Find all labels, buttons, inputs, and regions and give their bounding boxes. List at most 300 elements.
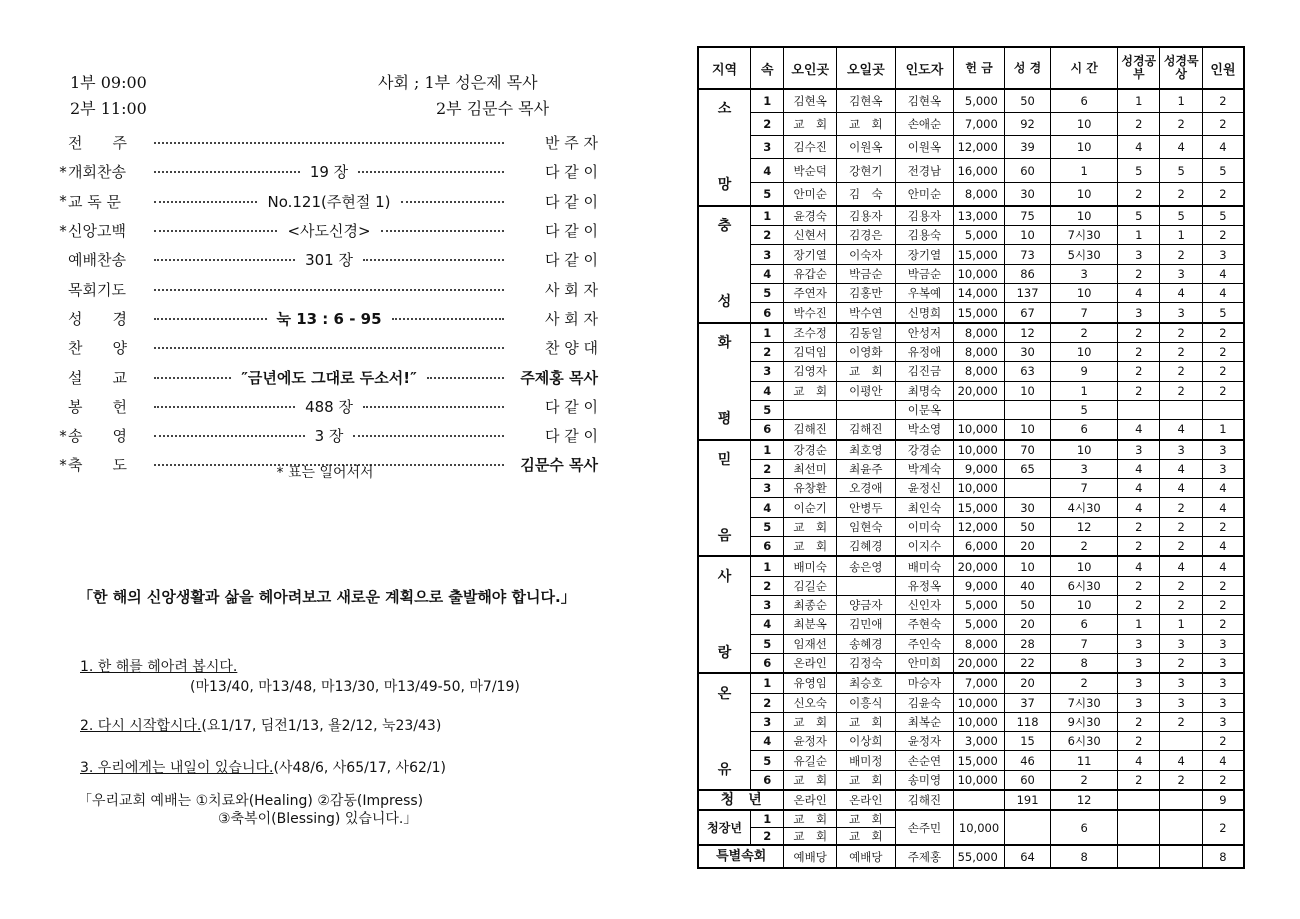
cell-count: 3 [1202, 245, 1244, 264]
cell-time: 12 [1051, 517, 1118, 536]
cell-oil: 김현옥 [836, 89, 895, 113]
cell-sok: 2 [751, 576, 784, 595]
cell-count: 1 [1202, 420, 1244, 440]
table-row [698, 459, 1244, 478]
cell-leader: 주제홍 [895, 845, 954, 868]
cell-oin: 김수진 [784, 136, 837, 159]
order-middle [148, 396, 510, 417]
cell-oil: 오경애 [836, 479, 895, 498]
order-star: * [59, 455, 67, 474]
cell-bible: 37 [1004, 693, 1051, 712]
order-responsible: 사 회 자 [544, 280, 598, 299]
cell-time: 10 [1051, 182, 1118, 206]
order-star: * [59, 221, 67, 240]
cell-study: 2 [1118, 517, 1160, 536]
order-middle [148, 220, 510, 241]
table-row [698, 159, 1244, 182]
order-name: 성 경 [68, 309, 127, 328]
order-row [58, 392, 598, 421]
cell-oin: 교 회 [784, 381, 837, 400]
cell-sok: 3 [751, 245, 784, 264]
cell-oin: 교 회 [784, 537, 837, 557]
cell-count [1202, 400, 1244, 419]
table-row [698, 245, 1244, 264]
order-name: 개회찬송 [68, 163, 126, 182]
table-row [698, 400, 1244, 419]
cell-offering: 9,000 [954, 459, 1005, 478]
cell-sok: 4 [751, 381, 784, 400]
cell-sok: 3 [751, 712, 784, 731]
table-row [698, 770, 1244, 790]
cell-meditation: 2 [1160, 323, 1202, 343]
cell-oin: 김현옥 [784, 89, 837, 113]
cell-offering: 9,000 [954, 576, 1005, 595]
dot-leader [154, 346, 504, 349]
cell-sok: 4 [751, 264, 784, 283]
dot-leader [154, 141, 504, 144]
cell-offering: 5,000 [954, 615, 1005, 634]
cell-sok: 5 [751, 400, 784, 419]
cell-study: 2 [1118, 362, 1160, 381]
table-row [698, 113, 1244, 136]
cell-study: 2 [1118, 732, 1160, 751]
point-2-title: 2. 다시 시작합시다. [80, 718, 202, 734]
cell-study: 3 [1118, 245, 1160, 264]
cell-time: 5 [1051, 400, 1118, 419]
cell-bible: 30 [1004, 343, 1051, 362]
order-name: 교 독 문 [68, 192, 122, 211]
order-responsible: 다 같 이 [544, 251, 598, 270]
cell-meditation: 2 [1160, 576, 1202, 595]
cell-sok: 6 [751, 420, 784, 440]
cell-oin: 김덕임 [784, 343, 837, 362]
cell-oil: 이상희 [836, 732, 895, 751]
cell-oin: 최분옥 [784, 615, 837, 634]
cell-oin: 박수진 [784, 303, 837, 323]
cell-sok: 3 [751, 362, 784, 381]
order-row [58, 304, 598, 333]
cell-count: 4 [1202, 556, 1244, 576]
cell-offering: 10,000 [954, 770, 1005, 790]
service-time-1: 1부 09:00 [70, 73, 147, 92]
dot-leader [154, 317, 267, 320]
order-row [58, 187, 598, 216]
cell-leader: 우복예 [895, 284, 954, 303]
cell-oil: 김동일 [836, 323, 895, 343]
order-name: 축 도 [68, 456, 127, 475]
order-detail: 눅 13 : 6 - 95 [276, 309, 382, 328]
cell-bible: 10 [1004, 556, 1051, 576]
cell-count: 5 [1202, 303, 1244, 323]
cell-time: 12 [1051, 790, 1118, 810]
region-name: 특별속회 [698, 845, 784, 868]
cell-count: 3 [1202, 712, 1244, 731]
cell-study: 2 [1118, 182, 1160, 206]
cell-leader: 박금순 [895, 264, 954, 283]
order-middle [148, 141, 510, 144]
order-name: 설 교 [68, 368, 127, 387]
cell-sok: 2 [751, 343, 784, 362]
order-detail: 301 장 [305, 251, 353, 270]
cell-sok: 1 [751, 440, 784, 460]
cell-offering: 10,000 [954, 712, 1005, 731]
cell-bible: 15 [1004, 732, 1051, 751]
region-name: 믿 음 [698, 440, 751, 557]
cell-oil: 교 회 [836, 362, 895, 381]
cell-bible: 60 [1004, 159, 1051, 182]
dot-leader [154, 258, 295, 261]
cell-offering: 10,000 [954, 810, 1005, 845]
cell-oin: 배미숙 [784, 556, 837, 576]
cell-bible: 65 [1004, 459, 1051, 478]
cell-sok: 6 [751, 537, 784, 557]
header-time: 시 간 [1051, 47, 1118, 89]
cell-oin: 신오숙 [784, 693, 837, 712]
cell-sok: 5 [751, 517, 784, 536]
cell-offering: 10,000 [954, 420, 1005, 440]
cell-bible: 137 [1004, 284, 1051, 303]
cell-sok: 4 [751, 159, 784, 182]
cell-leader: 김용숙 [895, 226, 954, 245]
cell-study: 2 [1118, 381, 1160, 400]
cell-meditation: 2 [1160, 770, 1202, 790]
cell-sok: 6 [751, 770, 784, 790]
cell-oil: 김해진 [836, 420, 895, 440]
cell-time: 7 [1051, 303, 1118, 323]
cell-oin: 교 회 [784, 113, 837, 136]
table-row [698, 673, 1244, 693]
table-row [698, 634, 1244, 653]
table-row [698, 206, 1244, 226]
cell-meditation: 2 [1160, 537, 1202, 557]
cell-time: 7시30 [1051, 226, 1118, 245]
cell-meditation: 4 [1160, 420, 1202, 440]
cell-oil: 교 회 [836, 770, 895, 790]
order-responsible: 반 주 자 [544, 134, 598, 153]
order-responsible: 사 회 자 [544, 309, 598, 328]
cell-offering: 12,000 [954, 517, 1005, 536]
cell-oin: 임재선 [784, 634, 837, 653]
cell-study: 2 [1118, 323, 1160, 343]
cell-oin: 교 회 [784, 810, 837, 828]
cell-oin: 교 회 [784, 770, 837, 790]
cell-oin: 최종순 [784, 596, 837, 615]
cell-sok: 1 [751, 206, 784, 226]
cell-bible: 86 [1004, 264, 1051, 283]
order-name: 목회기도 [68, 280, 126, 299]
cell-offering: 15,000 [954, 245, 1005, 264]
cell-oin: 안미순 [784, 182, 837, 206]
cell-count: 4 [1202, 498, 1244, 517]
cell-count: 4 [1202, 264, 1244, 283]
cell-study: 2 [1118, 596, 1160, 615]
header-region: 지역 [698, 47, 751, 89]
cell-offering: 6,000 [954, 537, 1005, 557]
dot-leader [358, 170, 504, 173]
cell-oin: 강경순 [784, 440, 837, 460]
cell-time: 6 [1051, 615, 1118, 634]
cell-leader: 마승자 [895, 673, 954, 693]
cell-leader: 송미영 [895, 770, 954, 790]
cell-time: 8 [1051, 845, 1118, 868]
cell-leader: 손순연 [895, 751, 954, 770]
cell-meditation: 1 [1160, 226, 1202, 245]
cell-time: 3 [1051, 459, 1118, 478]
cell-offering: 20,000 [954, 381, 1005, 400]
dot-leader [154, 376, 231, 379]
order-responsible: 다 같 이 [544, 163, 598, 182]
service-time-2: 2부 11:00 [70, 99, 147, 118]
cell-bible: 20 [1004, 673, 1051, 693]
cell-meditation: 3 [1160, 303, 1202, 323]
cell-offering: 16,000 [954, 159, 1005, 182]
order-of-service [58, 128, 598, 480]
region-name: 소 망 [698, 89, 751, 206]
cell-count: 2 [1202, 576, 1244, 595]
host-2: 2부 김문수 목사 [436, 99, 550, 118]
cell-time: 7시30 [1051, 693, 1118, 712]
cell-offering: 20,000 [954, 653, 1005, 673]
order-row [58, 421, 598, 450]
region-name: 충 성 [698, 206, 751, 323]
cell-oin: 조수정 [784, 323, 837, 343]
cell-oil: 최승호 [836, 673, 895, 693]
cell-meditation: 4 [1160, 459, 1202, 478]
cell-meditation [1160, 790, 1202, 810]
cell-time: 2 [1051, 323, 1118, 343]
cell-study: 2 [1118, 113, 1160, 136]
cell-meditation: 2 [1160, 596, 1202, 615]
motto-line-2: ③축복이(Blessing) 있습니다.」 [218, 811, 418, 827]
cell-oil: 배미정 [836, 751, 895, 770]
table-row [698, 136, 1244, 159]
cell-offering: 8,000 [954, 182, 1005, 206]
cell-leader: 최인숙 [895, 498, 954, 517]
table-row [698, 343, 1244, 362]
table-row [698, 182, 1244, 206]
cell-study: 4 [1118, 498, 1160, 517]
point-3 [80, 757, 446, 777]
cell-bible [1004, 810, 1051, 845]
cell-leader: 김진금 [895, 362, 954, 381]
cell-count: 3 [1202, 693, 1244, 712]
cell-time: 6 [1051, 89, 1118, 113]
cell-offering: 5,000 [954, 226, 1005, 245]
cell-sok: 5 [751, 751, 784, 770]
table-row [698, 790, 1244, 810]
cell-time: 8 [1051, 653, 1118, 673]
cell-oin: 온라인 [784, 653, 837, 673]
order-row [58, 245, 598, 274]
cell-count: 2 [1202, 732, 1244, 751]
cell-oil: 김경은 [836, 226, 895, 245]
cell-leader: 유정옥 [895, 576, 954, 595]
cell-leader: 윤정신 [895, 479, 954, 498]
cell-count: 3 [1202, 634, 1244, 653]
cell-time: 10 [1051, 556, 1118, 576]
cell-leader: 유정애 [895, 343, 954, 362]
cell-oin: 윤경숙 [784, 206, 837, 226]
cell-time: 10 [1051, 136, 1118, 159]
order-responsible: 다 같 이 [544, 192, 598, 211]
cell-sok: 4 [751, 615, 784, 634]
cell-meditation: 5 [1160, 206, 1202, 226]
cell-count: 4 [1202, 479, 1244, 498]
cell-count: 4 [1202, 284, 1244, 303]
cell-study: 4 [1118, 284, 1160, 303]
point-3-title: 3. 우리에게는 내일이 있습니다. [80, 760, 274, 776]
cell-bible: 46 [1004, 751, 1051, 770]
cell-time: 10 [1051, 343, 1118, 362]
cell-oin: 김길순 [784, 576, 837, 595]
cell-bible: 60 [1004, 770, 1051, 790]
point-1-refs: (마13/40, 마13/48, 마13/30, 마13/49-50, 마7/19) [190, 679, 520, 695]
cell-sok: 5 [751, 634, 784, 653]
table-header-row [698, 47, 1244, 89]
header-count: 인원 [1202, 47, 1244, 89]
cell-leader: 배미숙 [895, 556, 954, 576]
cell-meditation [1160, 732, 1202, 751]
cell-offering: 8,000 [954, 343, 1005, 362]
cell-meditation: 3 [1160, 440, 1202, 460]
cell-leader: 박계숙 [895, 459, 954, 478]
cell-sok: 3 [751, 596, 784, 615]
cell-oin: 유갑순 [784, 264, 837, 283]
cell-study: 5 [1118, 159, 1160, 182]
cell-sok: 4 [751, 732, 784, 751]
cell-count: 2 [1202, 343, 1244, 362]
cell-study: 1 [1118, 226, 1160, 245]
cell-offering: 10,000 [954, 264, 1005, 283]
cell-sok: 6 [751, 303, 784, 323]
cell-oil: 임현숙 [836, 517, 895, 536]
church-motto [78, 792, 423, 828]
cell-study: 3 [1118, 693, 1160, 712]
order-responsible: 찬 양 대 [544, 339, 598, 358]
order-responsible: 다 같 이 [544, 222, 598, 241]
cell-count: 2 [1202, 226, 1244, 245]
cell-bible: 30 [1004, 182, 1051, 206]
cell-study: 4 [1118, 136, 1160, 159]
cell-meditation: 1 [1160, 615, 1202, 634]
point-1-title: 1. 한 해를 헤아려 봅시다. [80, 659, 238, 675]
table-row [698, 498, 1244, 517]
table-row [698, 264, 1244, 283]
order-middle [148, 249, 510, 270]
order-responsible: 주제홍 목사 [520, 368, 598, 387]
table-row [698, 479, 1244, 498]
cell-bible: 20 [1004, 537, 1051, 557]
cell-bible: 92 [1004, 113, 1051, 136]
cell-oin: 유창환 [784, 479, 837, 498]
cell-offering: 8,000 [954, 634, 1005, 653]
cell-count: 2 [1202, 770, 1244, 790]
cell-bible: 10 [1004, 420, 1051, 440]
cell-time: 9 [1051, 362, 1118, 381]
cell-oil: 교 회 [836, 113, 895, 136]
cell-study: 4 [1118, 459, 1160, 478]
cell-bible [1004, 400, 1051, 419]
cell-oil: 이평안 [836, 381, 895, 400]
cell-bible: 118 [1004, 712, 1051, 731]
cell-sok: 2 [751, 459, 784, 478]
cell-meditation: 2 [1160, 362, 1202, 381]
cell-oil [836, 400, 895, 419]
cell-meditation: 2 [1160, 712, 1202, 731]
cell-meditation: 2 [1160, 182, 1202, 206]
dot-leader [427, 376, 504, 379]
cell-leader: 신인자 [895, 596, 954, 615]
cell-leader: 윤정자 [895, 732, 954, 751]
cell-leader: 안미희 [895, 653, 954, 673]
cell-leader: 주인숙 [895, 634, 954, 653]
order-middle [148, 346, 510, 349]
dot-leader [381, 229, 504, 232]
cell-time: 10 [1051, 206, 1118, 226]
cell-study: 4 [1118, 479, 1160, 498]
cell-sok: 2 [751, 226, 784, 245]
cell-sok: 5 [751, 182, 784, 206]
cell-count: 8 [1202, 845, 1244, 868]
cell-oil [836, 576, 895, 595]
cell-time: 6시30 [1051, 732, 1118, 751]
cell-meditation: 2 [1160, 517, 1202, 536]
table-row [698, 420, 1244, 440]
cell-bible: 191 [1004, 790, 1051, 810]
order-row [58, 333, 598, 362]
cell-oil: 김민애 [836, 615, 895, 634]
cell-oil: 양금자 [836, 596, 895, 615]
cell-sok: 3 [751, 136, 784, 159]
cell-leader: 장기열 [895, 245, 954, 264]
cell-time: 7 [1051, 479, 1118, 498]
cell-leader: 박소영 [895, 420, 954, 440]
cell-sok: 3 [751, 479, 784, 498]
cell-time: 2 [1051, 770, 1118, 790]
dot-leader [363, 405, 504, 408]
cell-oin: 최선미 [784, 459, 837, 478]
cell-offering: 8,000 [954, 323, 1005, 343]
cell-oil: 이원옥 [836, 136, 895, 159]
cell-oin: 유영임 [784, 673, 837, 693]
cell-oil: 송은영 [836, 556, 895, 576]
cell-oin: 주연자 [784, 284, 837, 303]
order-name: 신앙고백 [68, 222, 126, 241]
order-detail: No.121(주현절 1) [267, 192, 391, 211]
region-name: 사 랑 [698, 556, 751, 673]
table-row [698, 845, 1244, 868]
cell-oil: 김용자 [836, 206, 895, 226]
dot-leader [392, 317, 505, 320]
point-2-refs: (요1/17, 딤전1/13, 욜2/12, 눅23/43) [201, 718, 442, 734]
cell-bible: 30 [1004, 498, 1051, 517]
cell-time: 4시30 [1051, 498, 1118, 517]
table-row [698, 693, 1244, 712]
order-row [58, 216, 598, 245]
order-middle [148, 191, 510, 212]
table-row [698, 226, 1244, 245]
cell-sok: 2 [751, 828, 784, 846]
order-star: * [59, 162, 67, 181]
table-row [698, 615, 1244, 634]
cell-bible: 75 [1004, 206, 1051, 226]
cell-time: 6 [1051, 810, 1118, 845]
dot-leader [363, 258, 504, 261]
table-row [698, 517, 1244, 536]
region-name: 화 평 [698, 323, 751, 440]
cell-bible: 73 [1004, 245, 1051, 264]
cell-sok: 1 [751, 323, 784, 343]
